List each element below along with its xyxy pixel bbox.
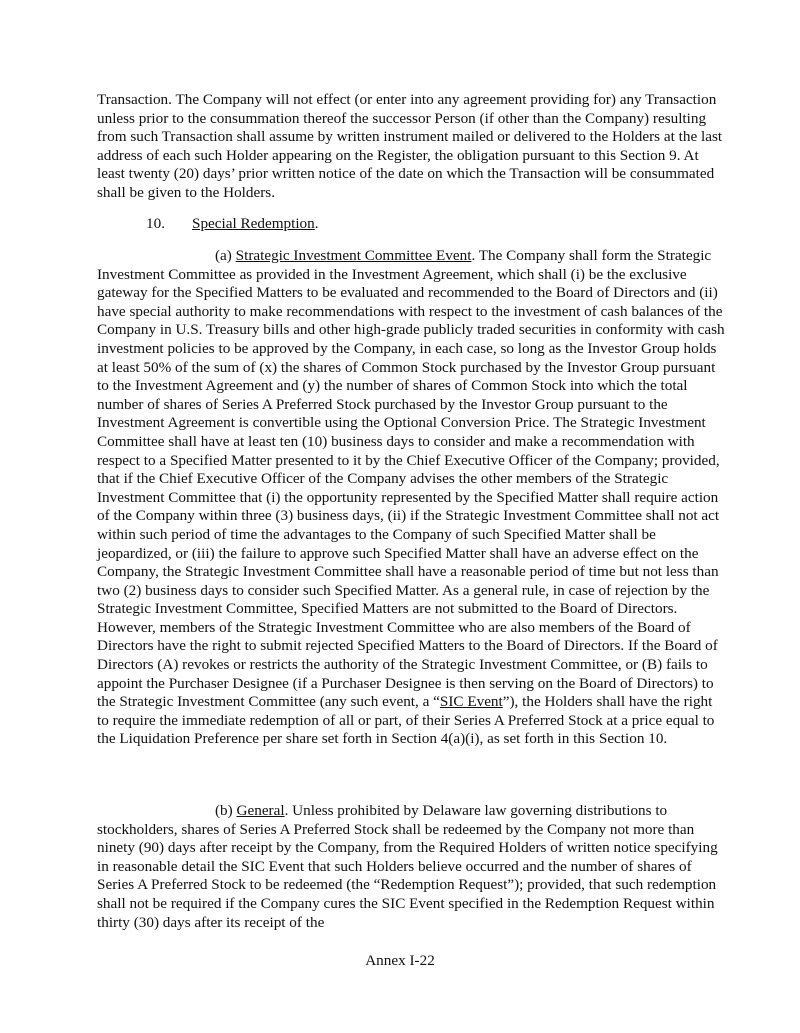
intro-paragraph: Transaction. The Company will not effect (or enter into any agreement providing for) any Transaction unless prior to the consummation thereof the successor Person (if other than the Company) resulting from such Transaction shall assume by written instrument mailed or delivered to the Holders at the last address of each such Holder appearing on the Register, the obligation pursuant to this Section 9. At least twenty (20) days’ prior written notice of the date on which the Transaction will be consummated shall be given to the Holders. — [97, 91, 723, 201]
subsection-a-heading: Strategic Investment Committee Event — [235, 247, 472, 264]
page-footer: Annex I-22 — [365, 952, 435, 969]
subsection-a-text-2: ”), the Holders shall have the right to require the immediate redemption of all or part, of their Series A Preferred Stock at a price equal to the Liquidation Preference per share set forth in Section 4(a)(i), as set forth in this Section 10. — [97, 693, 715, 748]
section-number: 10. — [146, 215, 165, 232]
subsection-b-heading: General — [236, 802, 285, 819]
section-title-suffix: . — [314, 215, 319, 232]
subsection-a-text-1: . The Company shall form the Strategic Investment Committee as provided in the Investment Agreement, which shall (i) be the exclusive gateway for the Specified Matters to be evaluated and recommended to the Board of Directors and (ii) have special authority to make recommendations with respect to the investment of cash balances of the Company in U.S. Treasury bills and other high-grade publicly traded securities in conformity with cash investment policies to be approved by the Company, in each case, so long as the Investor Group holds at least 50% of the sum of (x) the shares of Common Stock purchased by the Investor Group pursuant to the Investment Agreement and (y) the number of shares of Common Stock into which the total number of shares of Series A Preferred Stock purchased by the Investor Group pursuant to the Investment Agreement is convertible using the Optional Conversion Price. The Strategic Investment Committee shall have at least ten (10) business days to consider and make a recommendation with respect to a Specified Matter presented to it by the Chief Executive Officer of the Company; provided, that if the Chief Executive Officer of the Company advises the other members of the Strategic Investment Committee that (i) the opportunity represented by the Specified Matter shall require action of the Company within three (3) business days, (ii) if the Strategic Investment Committee shall not act within such period of time the advantages to the Company of such Specified Matter shall be jeopardized, or (iii) the failure to approve such Specified Matter shall have an adverse effect on the Company, the Strategic Investment Committee shall have a reasonable period of time but not less than two (2) business days to consider such Specified Matter. As a general rule, in case of rejection by the Strategic Investment Committee, Specified Matters are not submitted to the Board of Directors. However, members of the Strategic Investment Committee who are also members of the Board of Directors have the right to submit rejected Specified Matters to the Board of Directors. If the Board of Directors (A) revokes or restricts the authority of the Strategic Investment Committee, or (B) fails to appoint the Purchaser Designee (if a Purchaser Designee is then serving on the Board of Directors) to the Strategic Investment Committee (any such event, a “ — [97, 247, 725, 711]
section-heading — [146, 215, 319, 234]
subsection-b-paragraph — [97, 802, 725, 932]
subsection-a-paragraph — [97, 247, 725, 749]
subsection-b-text: . Unless prohibited by Delaware law governing distributions to stockholders, shares of Series A Preferred Stock shall be redeemed by the Company not more than ninety (90) days after receipt by the Company, from the Required Holders of written notice specifying in reasonable detail the SIC Event that such Holders believe occurred and the number of shares of Series A Preferred Stock to be redeemed (the “Redemption Request”); provided, that such redemption shall not be required if the Company cures the SIC Event specified in the Redemption Request within thirty (30) days after its receipt of the — [97, 802, 718, 931]
section-title: Special Redemption — [192, 215, 315, 232]
subsection-a-label: (a) — [215, 247, 236, 264]
subsection-b-label: (b) — [215, 802, 237, 819]
defined-term-sic-event: SIC Event — [439, 693, 503, 711]
